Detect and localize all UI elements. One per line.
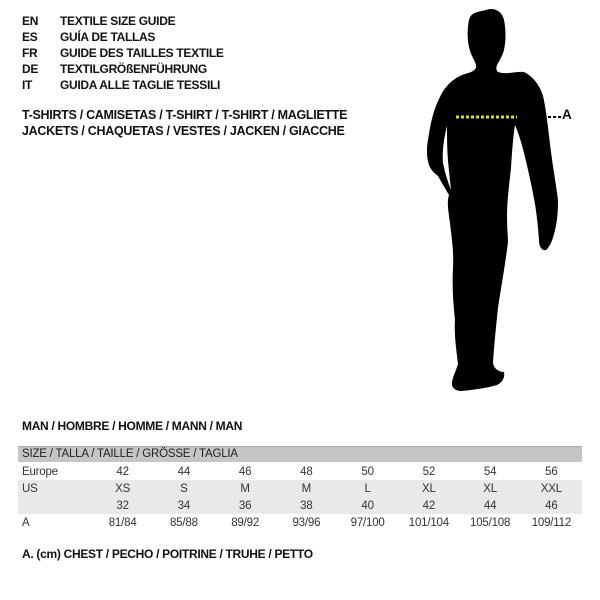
row-label: A — [22, 516, 30, 529]
row-label: US — [22, 482, 38, 495]
size-cell: 81/84 — [108, 516, 137, 529]
language-label: TEXTILGRÖßENFÜHRUNG — [60, 62, 207, 76]
man-silhouette-shape — [427, 9, 558, 391]
language-label: GUÍA DE TALLAS — [60, 30, 156, 44]
language-row — [22, 45, 224, 61]
size-cell: 97/100 — [350, 516, 385, 529]
language-row — [22, 61, 224, 77]
language-code: DE — [22, 62, 39, 76]
man-silhouette — [420, 6, 580, 396]
size-cell: 32 — [116, 499, 129, 512]
language-label: GUIDE DES TAILLES TEXTILE — [60, 46, 224, 60]
size-cell: 46 — [545, 499, 558, 512]
size-cell: 54 — [483, 465, 497, 478]
size-cell: 93/96 — [292, 516, 321, 529]
section-title-man: MAN / HOMBRE / HOMME / MANN / MAN — [22, 419, 243, 433]
size-cell: 36 — [238, 499, 252, 512]
size-cell: 48 — [300, 465, 313, 478]
language-code: IT — [22, 78, 33, 92]
language-code: ES — [22, 30, 38, 44]
language-label: TEXTILE SIZE GUIDE — [60, 14, 176, 28]
size-cell: 44 — [177, 465, 191, 478]
size-cell: 44 — [483, 499, 497, 512]
language-label: GUIDA ALLE TAGLIE TESSILI — [60, 78, 221, 92]
size-cell: 52 — [422, 465, 436, 478]
size-cell: 109/112 — [531, 516, 572, 529]
size-cell: 40 — [361, 499, 374, 512]
language-code: EN — [22, 14, 39, 28]
row-label: Europe — [22, 465, 58, 478]
man-silhouette-svg — [420, 6, 580, 396]
size-cell: 85/88 — [169, 516, 198, 529]
size-cell: XL — [422, 482, 436, 495]
language-row — [22, 29, 224, 45]
size-cell: 101/104 — [408, 516, 449, 529]
size-cell: XS — [115, 482, 131, 495]
size-cell: 105/108 — [470, 516, 511, 529]
size-cell: 34 — [177, 499, 191, 512]
measurement-footnote: A. (cm) CHEST / PECHO / POITRINE / TRUHE / PETTO — [22, 547, 313, 561]
size-cell: XXL — [540, 482, 562, 495]
size-table — [18, 446, 582, 531]
category-list — [22, 107, 347, 139]
size-cell: 38 — [300, 499, 313, 512]
size-cell: S — [180, 482, 188, 495]
size-cell: M — [240, 482, 250, 495]
table-row-us-numeric — [18, 497, 582, 514]
language-code: FR — [22, 46, 38, 60]
size-cell: 89/92 — [231, 516, 260, 529]
language-row — [22, 13, 224, 29]
language-list — [22, 13, 224, 93]
category-tshirts: T-SHIRTS / CAMISETAS / T-SHIRT / T-SHIRT / MAGLIETTE — [22, 108, 348, 122]
size-cell: XL — [483, 482, 497, 495]
size-cell: 50 — [361, 465, 374, 478]
size-cell: 42 — [422, 499, 436, 512]
table-row-chest-cm — [18, 514, 582, 531]
table-row-europe — [18, 463, 582, 480]
size-cell: 42 — [116, 465, 129, 478]
language-row — [22, 77, 224, 93]
size-cell: 46 — [238, 465, 252, 478]
size-cell: L — [364, 482, 371, 495]
size-cell: M — [301, 482, 312, 495]
category-jackets: JACKETS / CHAQUETAS / VESTES / JACKEN / GIACCHE — [22, 124, 345, 138]
size-cell: 56 — [545, 465, 558, 478]
table-row-us — [18, 480, 582, 497]
size-table-header: SIZE / TALLA / TAILLE / GRÖSSE / TAGLIA — [18, 446, 582, 462]
measure-label-a: A — [562, 107, 572, 122]
